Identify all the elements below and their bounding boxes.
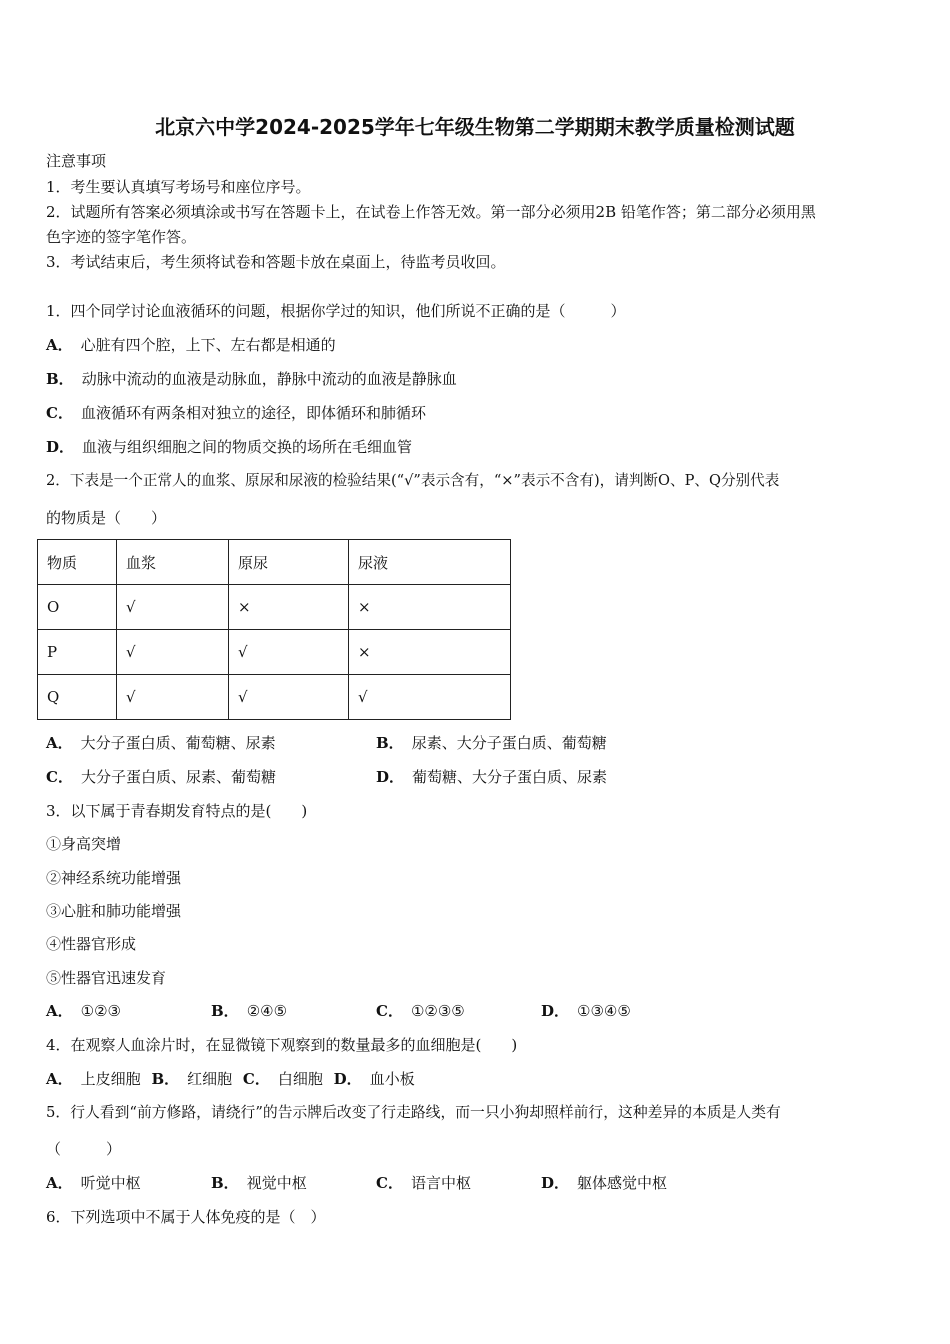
- notice-item: 色字迹的签字笔作答。: [46, 228, 197, 246]
- table-header-row: [38, 540, 511, 585]
- option-label: A．: [46, 336, 73, 354]
- q2-option-d[interactable]: [376, 767, 607, 787]
- option-text: 尿素、大分子蛋白质、葡萄糖: [411, 734, 607, 752]
- option-label: C．: [376, 1174, 403, 1192]
- option-label: C．: [46, 404, 73, 422]
- q2-option-a[interactable]: [46, 733, 276, 753]
- option-text: 视觉中枢: [246, 1174, 307, 1192]
- q2-option-b[interactable]: [376, 733, 607, 753]
- q3-item: ②神经系统功能增强: [46, 869, 182, 887]
- table-header-cell: 尿液: [349, 540, 511, 585]
- q1-stem: 1．四个同学讨论血液循环的问题，根据你学过的知识，他们所说不正确的是（ ）: [46, 302, 626, 320]
- option-label: A．: [46, 1002, 73, 1020]
- option-label: D．: [376, 768, 405, 786]
- option-label: D．: [541, 1174, 570, 1192]
- option-label: A．: [46, 1070, 73, 1088]
- q4-stem: 4．在观察人血涂片时，在显微镜下观察到的数量最多的血细胞是( ): [46, 1036, 518, 1054]
- q2-option-c[interactable]: [46, 767, 276, 787]
- q2-stem-line2: 的物质是（ ）: [46, 509, 167, 527]
- option-label: B．: [211, 1002, 239, 1020]
- q3-item: ⑤性器官迅速发育: [46, 969, 167, 987]
- table-cell: Q: [38, 675, 117, 720]
- q1-option-c[interactable]: [46, 403, 426, 423]
- table-cell: √: [229, 630, 349, 675]
- table-cell: ×: [349, 630, 511, 675]
- option-label: C．: [376, 1002, 403, 1020]
- option-text: 大分子蛋白质、尿素、葡萄糖: [80, 768, 276, 786]
- q1-option-b[interactable]: [46, 369, 457, 389]
- option-text: 动脉中流动的血液是动脉血，静脉中流动的血液是静脉血: [81, 370, 457, 388]
- q3-option-a[interactable]: [46, 1001, 121, 1021]
- q5-option-b[interactable]: [211, 1173, 307, 1193]
- table-cell: √: [117, 630, 229, 675]
- option-text: 心脏有四个腔，上下、左右都是相通的: [80, 336, 336, 354]
- table-cell: ×: [349, 585, 511, 630]
- option-text: 语言中枢: [410, 1174, 471, 1192]
- table-header-cell: 原尿: [229, 540, 349, 585]
- option-text: ①③④⑤: [577, 1002, 631, 1020]
- q4-option-a[interactable]: [46, 1070, 141, 1088]
- notice-item: 1．考生要认真填写考场号和座位序号。: [46, 178, 311, 196]
- option-label: D．: [333, 1070, 362, 1088]
- option-label: B．: [151, 1070, 180, 1088]
- table-cell: √: [229, 675, 349, 720]
- option-text: 红细胞: [187, 1070, 233, 1088]
- q3-stem: 3．以下属于青春期发育特点的是( ): [46, 802, 308, 820]
- option-text: 上皮细胞: [80, 1070, 141, 1088]
- q1-option-a[interactable]: [46, 335, 336, 355]
- q6-stem: 6．下列选项中不属于人体免疫的是（ ）: [46, 1208, 326, 1226]
- table-header-cell: 物质: [38, 540, 117, 585]
- option-text: ①②③⑤: [410, 1002, 465, 1020]
- q3-option-b[interactable]: [211, 1001, 287, 1021]
- option-label: D．: [46, 438, 75, 456]
- q3-option-d[interactable]: [541, 1001, 631, 1021]
- option-label: A．: [46, 734, 73, 752]
- option-text: 大分子蛋白质、葡萄糖、尿素: [80, 734, 276, 752]
- option-text: 白细胞: [277, 1070, 323, 1088]
- q4-option-b[interactable]: [151, 1070, 232, 1088]
- q5-option-a[interactable]: [46, 1173, 141, 1193]
- q3-item: ①身高突增: [46, 835, 122, 853]
- table-cell: P: [38, 630, 117, 675]
- table-cell: O: [38, 585, 117, 630]
- q5-stem-line2: （ ）: [46, 1140, 122, 1158]
- table-cell: ×: [229, 585, 349, 630]
- option-label: D．: [541, 1002, 570, 1020]
- table-cell: √: [117, 585, 229, 630]
- q5-option-c[interactable]: [376, 1173, 471, 1193]
- exam-title: 北京六中学2024-2025学年七年级生物第二学期期末教学质量检测试题: [155, 115, 795, 139]
- q4-options: [46, 1069, 415, 1089]
- option-text: 血小板: [369, 1070, 415, 1088]
- option-text: ②④⑤: [246, 1002, 288, 1020]
- q5-stem-line1: 5．行人看到“前方修路，请绕行”的告示牌后改变了行走路线，而一只小狗却照样前行，这种差异的本质是人类有: [46, 1104, 781, 1121]
- q2-stem-line1: 2．下表是一个正常人的血浆、原尿和尿液的检验结果(“√”表示含有，“×”表示不含有)，请判断O、P、Q分别代表: [46, 472, 780, 489]
- option-text: 听觉中枢: [80, 1174, 141, 1192]
- q4-option-c[interactable]: [243, 1070, 323, 1088]
- q3-option-c[interactable]: [376, 1001, 465, 1021]
- q3-item: ③心脏和肺功能增强: [46, 902, 182, 920]
- option-text: 躯体感觉中枢: [577, 1174, 668, 1192]
- option-text: 血液循环有两条相对独立的途径，即体循环和肺循环: [80, 404, 426, 422]
- q5-option-d[interactable]: [541, 1173, 667, 1193]
- option-text: ①②③: [80, 1002, 121, 1020]
- option-label: B．: [46, 370, 74, 388]
- table-row: [38, 675, 511, 720]
- option-label: B．: [211, 1174, 239, 1192]
- table-header-cell: 血浆: [117, 540, 229, 585]
- q2-table: [37, 539, 511, 720]
- option-label: B．: [376, 734, 404, 752]
- notice-item: 2．试题所有答案必须填涂或书写在答题卡上，在试卷上作答无效。第一部分必须用2B 铅笔作答；第二部分必须用黑: [46, 203, 816, 221]
- option-label: C．: [46, 768, 73, 786]
- q4-option-d[interactable]: [334, 1070, 415, 1088]
- table-cell: √: [349, 675, 511, 720]
- table-row: [38, 630, 511, 675]
- notice-heading: 注意事项: [46, 152, 107, 170]
- table-row: [38, 585, 511, 630]
- option-label: C．: [242, 1070, 270, 1088]
- table-cell: √: [117, 675, 229, 720]
- notice-item: 3．考试结束后，考生须将试卷和答题卡放在桌面上，待监考员收回。: [46, 253, 506, 271]
- option-text: 血液与组织细胞之间的物质交换的场所在毛细血管: [82, 438, 413, 456]
- option-label: A．: [46, 1174, 73, 1192]
- q1-option-d[interactable]: [46, 437, 412, 457]
- q3-item: ④性器官形成: [46, 935, 137, 953]
- option-text: 葡萄糖、大分子蛋白质、尿素: [412, 768, 608, 786]
